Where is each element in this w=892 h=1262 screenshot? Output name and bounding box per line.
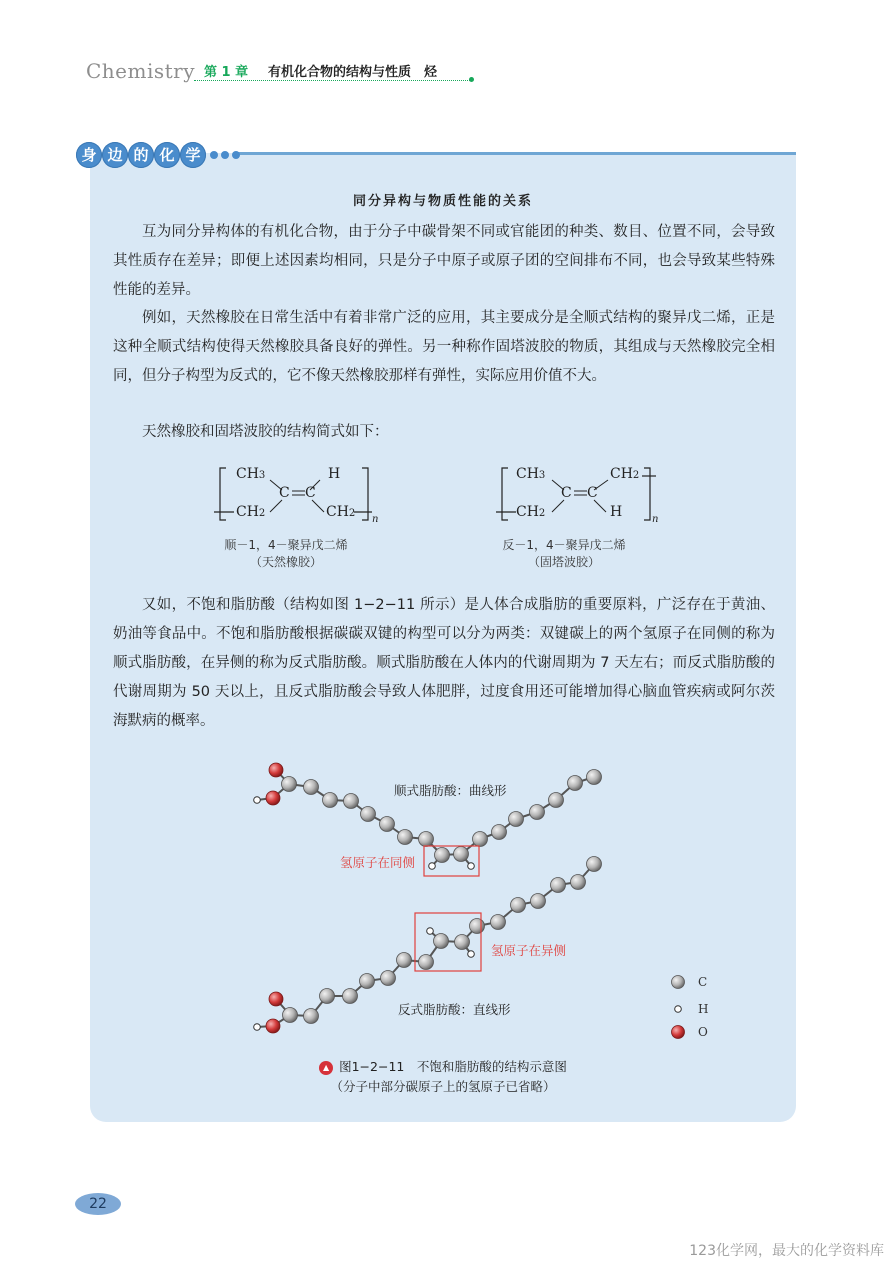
caption-line-2: （分子中部分碳原子上的氢原子已省略） (330, 1079, 556, 1094)
badge-char: 学 (180, 142, 206, 168)
carbon-atom (304, 1009, 319, 1024)
carbon-atom (571, 875, 586, 890)
formula-sub: 3 (538, 470, 546, 481)
cis-highlight-box (424, 846, 479, 876)
carbon-atom (419, 955, 434, 970)
trans-formula-common: （固塔波胶） (527, 555, 600, 569)
hydrogen-atom (429, 863, 436, 870)
carbon-atom (587, 857, 602, 872)
trans-formula-name: 反－1，4－聚异戊二烯 (502, 538, 626, 552)
formula-sub: 2 (258, 508, 266, 519)
paragraph: 又如，不饱和脂肪酸（结构如图 1−2−11 所示）是人体合成脂肪的重要原料，广泛存在于黄油、奶油等食品中。不饱和脂肪酸根据碳碳双键的构型可以分为两类：双键碳上的两个氢原子在同侧的称为顺式脂肪酸，在异侧的称为反式脂肪酸。顺式脂肪酸在人体内的代谢周期为 7 天左右；而反式脂肪酸的代谢周期为 50 天以上，且反式脂肪酸会导致人体肥胖，过度食用还可能增加得心脑血管疾病或阿尔茨海默病的概率。 (113, 597, 775, 729)
formula-sub: 2 (348, 508, 356, 519)
carbon-atom (473, 832, 488, 847)
carbon-atom (455, 935, 470, 950)
carbon-atom (320, 989, 335, 1004)
paragraph: 互为同分异构体的有机化合物，由于分子中碳骨架不同或官能团的种类、数目、位置不同，会导致其性质存在差异；即便上述因素均相同，只是分子中原子或原子团的空间排布不同，也会导致某些特殊性能的差异。 (113, 224, 775, 298)
caption-triangle-icon: ▲ (319, 1061, 333, 1075)
carbon-atom (568, 776, 583, 791)
badge-char: 边 (102, 142, 128, 168)
hydrogen-atom (254, 797, 261, 804)
cis-note: 氢原子在同侧 (340, 855, 416, 870)
carbon-atom (361, 807, 376, 822)
hydrogen-atom (468, 951, 475, 958)
trans-note: 氢原子在异侧 (491, 943, 567, 958)
carbon-atom (549, 793, 564, 808)
legend-oxygen-label: O (698, 1025, 708, 1039)
atom-layer (254, 763, 602, 1033)
formula-ch2: CH (326, 504, 349, 520)
formula-n: n (372, 514, 379, 525)
trans-formula (494, 464, 664, 526)
formula-n: n (652, 514, 659, 525)
carbon-atom (470, 919, 485, 934)
formula-sub: 3 (258, 470, 266, 481)
oxygen-atom (269, 763, 283, 777)
carbon-atom (282, 777, 297, 792)
carbon-atom (380, 817, 395, 832)
formula-c2: C (305, 485, 316, 501)
legend-oxygen-icon (672, 1026, 685, 1039)
carbon-atom (397, 953, 412, 968)
carbon-atom (530, 805, 545, 820)
oxygen-atom (266, 1019, 280, 1033)
header-dot (469, 77, 474, 82)
hydrogen-atom (427, 928, 434, 935)
badge-char: 化 (154, 142, 180, 168)
caption-line-1: 图1−2−11 不饱和脂肪酸的结构示意图 (339, 1059, 567, 1074)
formula-ch2: CH (236, 504, 259, 520)
trans-label: 反式脂肪酸：直线形 (398, 1002, 511, 1017)
formula-ch3: CH (516, 466, 539, 482)
carbon-atom (491, 915, 506, 930)
carbon-atom (551, 878, 566, 893)
formula-sub: 2 (538, 508, 546, 519)
carbon-atom (587, 770, 602, 785)
cis-formula (212, 464, 382, 526)
section-top-rule (235, 152, 796, 155)
formula-ch3: CH (236, 466, 259, 482)
brand-title: Chemistry (86, 59, 196, 83)
carbon-atom (343, 989, 358, 1004)
figure-caption (90, 1057, 796, 1097)
formula-c1: C (561, 485, 572, 501)
cis-formula-name: 顺－1，4－聚异戊二烯 (224, 538, 348, 552)
watermark: 123化学网，最大的化学资料库 (689, 1243, 884, 1259)
carbon-atom (509, 812, 524, 827)
cis-formula-common: （天然橡胶） (249, 555, 322, 569)
carbon-atom (531, 894, 546, 909)
formula-ch2: CH (516, 504, 539, 520)
formula-ch2: CH (610, 466, 633, 482)
legend-hydrogen-label: H (698, 1002, 709, 1016)
oxygen-atom (266, 791, 280, 805)
cis-label: 顺式脂肪酸：曲线形 (394, 783, 507, 798)
carbon-atom (283, 1008, 298, 1023)
paragraph: 天然橡胶和固塔波胶的结构简式如下： (142, 424, 389, 440)
section-title: 同分异构与物质性能的关系 (352, 194, 533, 209)
paragraph: 例如，天然橡胶在日常生活中有着非常广泛的应用，其主要成分是全顺式结构的聚异戊二烯，正是这种全顺式结构使得天然橡胶具备良好的弹性。另一种称作固塔波胶的物质，其组成与天然橡胶完全相同，但分子构型为反式的，它不像天然橡胶那样有弹性，实际应用价值不大。 (113, 310, 775, 384)
chapter-title: 有机化合物的结构与性质 烃 (268, 65, 438, 80)
badge-dot (221, 151, 229, 159)
formula-c2: C (587, 485, 598, 501)
carbon-atom (419, 832, 434, 847)
carbon-atom (454, 847, 469, 862)
formula-c1: C (279, 485, 290, 501)
carbon-atom (344, 794, 359, 809)
badge-char: 的 (128, 142, 154, 168)
hydrogen-atom (468, 863, 475, 870)
page-number: 22 (75, 1193, 121, 1215)
carbon-atom (511, 898, 526, 913)
badge-dot (232, 151, 240, 159)
formula-h: H (610, 504, 623, 520)
carbon-atom (323, 793, 338, 808)
carbon-atom (398, 830, 413, 845)
carbon-atom (360, 974, 375, 989)
carbon-atom (434, 934, 449, 949)
carbon-atom (381, 971, 396, 986)
oxygen-atom (269, 992, 283, 1006)
formula-sub: 2 (632, 470, 640, 481)
legend-markers (668, 972, 692, 1044)
chapter-number: 第 1 章 (204, 65, 249, 80)
legend-carbon-icon (672, 976, 685, 989)
badge-dot (210, 151, 218, 159)
legend-carbon-label: C (698, 975, 708, 989)
badge-char: 身 (76, 142, 102, 168)
formula-h: H (328, 466, 341, 482)
carbon-atom (304, 780, 319, 795)
legend-hydrogen-icon (675, 1006, 682, 1013)
header-rule (194, 80, 470, 81)
hydrogen-atom (254, 1024, 261, 1031)
carbon-atom (492, 825, 507, 840)
carbon-atom (435, 848, 450, 863)
page-header (86, 55, 486, 89)
